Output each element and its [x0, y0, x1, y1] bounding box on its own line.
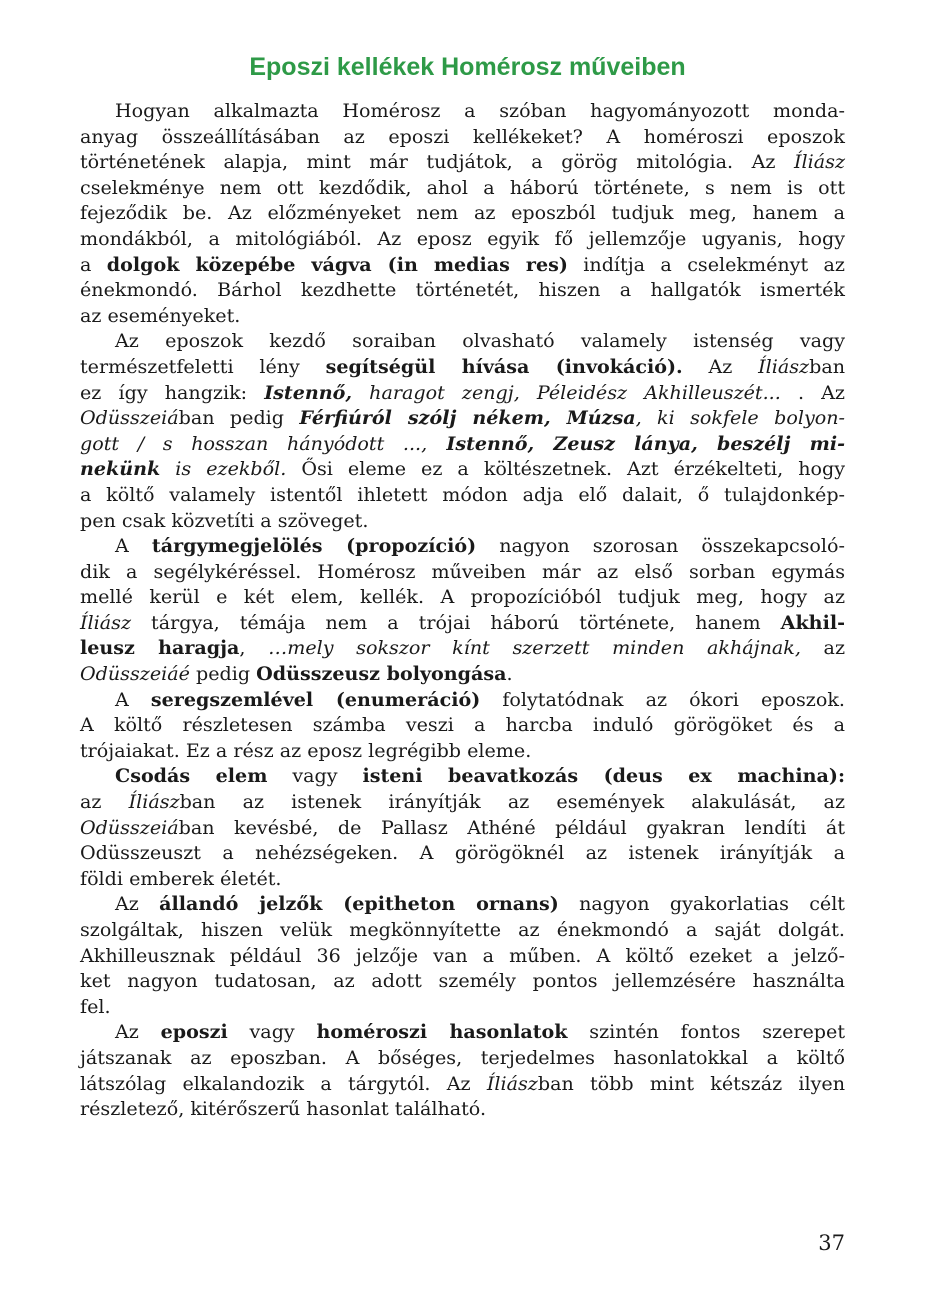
text-segment: szintén fontos szerepet	[567, 1020, 845, 1044]
bold-term: homéroszi hasonlatok	[316, 1020, 568, 1044]
text-segment: ban az istenek irányítják az események alakulását, az	[179, 790, 846, 814]
text-segment: ban több mint kétszáz ilyen	[537, 1071, 845, 1095]
text-line	[80, 1096, 845, 1122]
text-segment: fejeződik be. Az előzményeket nem az eposzból tudjuk meg, hanem a	[80, 201, 845, 225]
text-line	[80, 661, 845, 687]
text-segment: szolgáltak, hiszen velük megkönnyítette az énekmondó a saját dolgát.	[80, 918, 845, 941]
text-line	[80, 303, 845, 329]
text-line	[80, 508, 845, 534]
text-line	[80, 559, 845, 585]
text-line	[80, 1045, 845, 1071]
text-segment: nagyon gyakorlatias célt	[558, 892, 845, 916]
text-segment: Ősi eleme ez a költészetnek. Azt érzékelteti, hogy	[286, 457, 845, 481]
text-segment: vagy	[267, 764, 363, 788]
text-line	[80, 994, 845, 1020]
italic-text: …mely sokszor kínt szerzett minden akhájnak,	[268, 636, 801, 660]
text-segment: a költő valamely istentől ihletett módon adja elő dalait, ő tulajdonkép-	[80, 482, 845, 506]
text-segment: Akhilleusznak például 36 jelzője van a műben. A költő ezeket a jelző-	[80, 943, 845, 967]
text-segment: az	[800, 636, 846, 660]
text-segment: vagy	[227, 1020, 317, 1044]
text-segment: Az	[115, 892, 160, 916]
text-segment: ban kevésbé, de Pallasz Athéné például gyakran lendíti át	[178, 815, 845, 839]
text-line	[80, 252, 845, 278]
italic-text: Odüsszeiá	[80, 815, 179, 839]
text-line	[80, 815, 845, 841]
text-line	[80, 405, 845, 431]
text-segment: az	[80, 790, 129, 814]
text-line	[80, 789, 845, 815]
text-line	[80, 712, 845, 738]
text-segment: játszanak az eposzban. A bőséges, terjedelmes hasonlatokkal a költő	[80, 1045, 845, 1069]
text-segment: ,	[239, 636, 269, 660]
bold-term: Akhil-	[780, 610, 845, 634]
text-segment: énekmondó. Bárhol kezdhette történetét, hiszen a hallgatók ismerték	[80, 278, 845, 302]
italic-text: , ki sokfele bolyon-	[635, 406, 845, 430]
text-segment: trójaiakat. Ez a rész az eposz legrégibb eleme.	[80, 738, 532, 762]
bold-italic-text: Istennő,	[264, 380, 353, 404]
text-line	[80, 226, 845, 252]
text-segment: ban pedig	[178, 406, 300, 430]
text-segment: Az	[115, 1020, 161, 1044]
bold-term: isteni beavatkozás (deus ex machina):	[362, 764, 845, 788]
text-segment: .	[506, 662, 513, 686]
text-segment: ez így hangzik:	[80, 380, 265, 404]
italic-text: Odüsszeiáé	[80, 662, 190, 686]
bold-term: tárgymegjelölés (propozíció)	[151, 534, 477, 558]
text-segment: mondákból, a mitológiából. Az eposz egyik fő jellemzője ugyanis, hogy	[80, 226, 845, 250]
text-line	[80, 328, 845, 354]
page-number: 37	[818, 1231, 845, 1255]
text-line	[80, 175, 845, 201]
bold-term: Csodás elem	[115, 764, 268, 788]
text-line	[80, 917, 845, 943]
text-line	[80, 943, 845, 969]
paragraph	[80, 98, 845, 328]
bold-term: dolgok közepébe vágva (in medias res)	[106, 252, 568, 276]
italic-text: is ezekből.	[160, 457, 287, 481]
text-segment: cselekménye nem ott kezdődik, ahol a háború története, s nem is ott	[80, 175, 845, 199]
paragraph	[80, 1019, 845, 1121]
text-segment: ban	[809, 354, 845, 378]
body-text	[80, 98, 845, 1122]
bold-term: Odüsszeusz bolyongása	[256, 662, 507, 686]
italic-text: Íliász	[794, 150, 845, 174]
italic-text: Íliász	[486, 1071, 538, 1095]
text-segment: pedig	[189, 662, 257, 686]
bold-term: állandó jelzők (epitheton ornans)	[159, 892, 559, 916]
text-segment: látszólag elkalandozik a tárgytól. Az	[80, 1071, 487, 1095]
text-line	[80, 482, 845, 508]
text-line	[80, 763, 845, 789]
text-line	[80, 380, 845, 406]
bold-term: leusz haragja	[80, 636, 240, 660]
text-line	[80, 277, 845, 303]
text-line	[80, 968, 845, 994]
text-segment: részletező, kitérőszerű hasonlat található.	[80, 1097, 487, 1121]
bold-term: seregszemlével (enumeráció)	[150, 687, 481, 711]
paragraph	[80, 763, 845, 891]
italic-text: Íliász	[758, 354, 810, 378]
bold-italic-text: Férfiúról szólj nékem, Múzsa	[299, 406, 636, 430]
italic-text: haragot zengj, Péleidész Akhilleuszét...	[352, 380, 781, 404]
paragraph	[80, 328, 845, 533]
text-segment: pen csak közvetíti a szöveget.	[80, 508, 369, 532]
text-segment: fel.	[80, 994, 111, 1018]
page-title: Eposzi kellékek Homérosz műveiben	[249, 53, 686, 81]
text-segment: tárgya, témája nem a trójai háború története, hanem	[131, 610, 781, 634]
text-segment: mellé kerül e két elem, kellék. A propozícióból tudjuk meg, hogy az	[80, 585, 845, 609]
text-segment: földi emberek életét.	[80, 866, 282, 890]
text-segment: Az eposzok kezdő soraiban olvasható valamely istenség vagy	[115, 329, 845, 353]
text-line	[80, 1019, 845, 1045]
italic-text: Íliász	[80, 610, 131, 634]
text-segment: A	[115, 687, 151, 711]
italic-text: Odüsszeiá	[80, 406, 179, 430]
text-segment: a	[80, 252, 107, 276]
text-line	[80, 533, 845, 559]
text-line	[80, 584, 845, 610]
text-segment: az eseményeket.	[80, 303, 241, 327]
text-segment: indítja a cselekményt az	[567, 252, 845, 276]
text-segment: . Az	[780, 380, 845, 404]
text-line	[80, 1071, 845, 1097]
text-segment: ket nagyon tudatosan, az adott személy pontos jellemzésére használta	[80, 969, 845, 993]
text-line	[80, 354, 845, 380]
bold-italic-text: Istennő, Zeusz lánya, beszélj mi-	[427, 431, 845, 455]
paragraph	[80, 687, 845, 764]
text-line	[80, 891, 845, 917]
text-line	[80, 738, 845, 764]
text-line	[80, 635, 845, 661]
italic-text: gott / s hosszan hányódott ...,	[80, 431, 428, 455]
text-segment: A költő részletesen számba veszi a harcba induló görögöket és a	[80, 713, 845, 737]
text-segment: természetfeletti lény	[80, 354, 326, 378]
text-line	[80, 124, 845, 150]
text-segment: A	[115, 534, 152, 558]
text-segment: történetének alapja, mint már tudjátok, a görög mitológia. Az	[80, 150, 794, 174]
text-line	[80, 456, 845, 482]
paragraph	[80, 891, 845, 1019]
bold-term: segítségül hívása (invokáció).	[325, 354, 683, 378]
text-segment: Odüsszeuszt a nehézségeken. A görögöknél az istenek irányítják a	[80, 841, 845, 865]
text-line	[80, 687, 845, 713]
text-segment: anyag összeállításában az eposzi kellékeket? A homéroszi eposzok	[80, 124, 845, 148]
text-line	[80, 149, 845, 175]
italic-text: Íliász	[128, 790, 180, 814]
text-segment: folytatódnak az ókori eposzok.	[480, 687, 845, 711]
text-segment: Az	[682, 354, 759, 378]
text-segment: Hogyan alkalmazta Homérosz a szóban hagyományozott monda-	[115, 99, 845, 122]
text-line	[80, 98, 845, 124]
text-segment: dik a segélykéréssel. Homérosz műveiben már az első sorban egymás	[80, 559, 845, 583]
text-line	[80, 610, 845, 636]
text-line	[80, 840, 845, 866]
bold-term: eposzi	[160, 1020, 228, 1044]
text-line	[80, 866, 845, 892]
text-line	[80, 200, 845, 226]
text-line	[80, 431, 845, 457]
text-segment: nagyon szorosan összekapcsoló-	[476, 534, 845, 558]
bold-italic-text: nekünk	[80, 457, 161, 481]
paragraph	[80, 533, 845, 687]
